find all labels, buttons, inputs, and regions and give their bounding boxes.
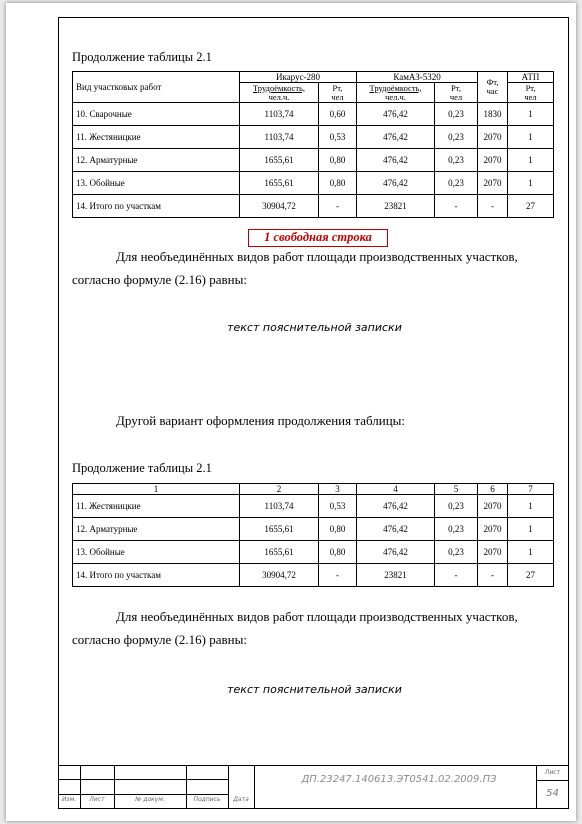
stamp-label-sheet: Лист [544, 769, 561, 776]
header-workers-ikarus: Pт, чел [319, 83, 357, 103]
stamp-label-sign: Подпись [193, 796, 221, 803]
header-kamaz: КамАЗ-5320 [357, 72, 478, 83]
table-row-total: 14. Итого по участкам 30904,72 - 23821 - - 27 [73, 564, 554, 587]
header-fund: Фт, час [478, 72, 508, 103]
table-row: 12. Арматурные 1655,61 0,80 476,42 0,23 2070 1 [73, 149, 554, 172]
explanatory-note-2: текст пояснительной записки [227, 683, 402, 696]
sheet-number: 54 [546, 788, 559, 799]
header-labor-ikarus: Трудоёмкость, чел.ч. [240, 83, 319, 103]
header-work-type: Вид участковых работ [73, 72, 240, 103]
table-row: 11. Жестяницкие 1103,74 0,53 476,42 0,23 2070 1 [73, 495, 554, 518]
document-sheet [6, 3, 576, 821]
stamp-label-list: Лист [89, 796, 105, 803]
alt-variant-heading: Другой вариант оформления продолжения таблицы: [116, 413, 406, 428]
table-row: 13. Обойные 1655,61 0,80 476,42 0,23 2070 1 [73, 172, 554, 195]
table-row: 11. Жестяницкие 1103,74 0,53 476,42 0,23 2070 1 [73, 126, 554, 149]
paragraph-2: Для необъединённых видов работ площади производственных участков, согласно формуле (2.16) равны: [72, 609, 518, 647]
stamp-label-izm: Изм. [61, 796, 77, 803]
table1-caption: Продолжение таблицы 2.1 [72, 50, 212, 64]
table-row-total: 14. Итого по участкам 30904,72 - 23821 - - 27 [73, 195, 554, 218]
free-line-annotation: 1 свободная строка [248, 229, 388, 247]
title-block-stamp [58, 765, 569, 809]
column-number-row: 1 2 3 4 5 6 7 [73, 484, 554, 495]
table-row: 13. Обойные 1655,61 0,80 476,42 0,23 2070 1 [73, 541, 554, 564]
document-code: ДП.23247.140613.ЭТ0541.02.2009.ПЗ [301, 774, 497, 785]
header-labor-kamaz: Трудоёмкость, чел.ч. [357, 83, 435, 103]
stamp-label-doc: № докум. [135, 796, 165, 803]
header-ikarus: Икарус-280 [240, 72, 357, 83]
paragraph-1: Для необъединённых видов работ площади производственных участков, согласно формуле (2.16) равны: [72, 249, 518, 287]
stamp-label-date: Дата [233, 796, 249, 803]
table-row: 12. Арматурные 1655,61 0,80 476,42 0,23 2070 1 [73, 518, 554, 541]
table2-caption: Продолжение таблицы 2.1 [72, 461, 212, 475]
table1 [72, 71, 554, 218]
header-workers-atp: Pт, чел [508, 83, 554, 103]
table-row: 10. Сварочные 1103,74 0,60 476,42 0,23 1830 1 [73, 103, 554, 126]
explanatory-note-1: текст пояснительной записки [227, 321, 402, 334]
header-atp: АТП [508, 72, 554, 83]
table2 [72, 483, 554, 587]
header-workers-kamaz: Pт, чел [435, 83, 478, 103]
